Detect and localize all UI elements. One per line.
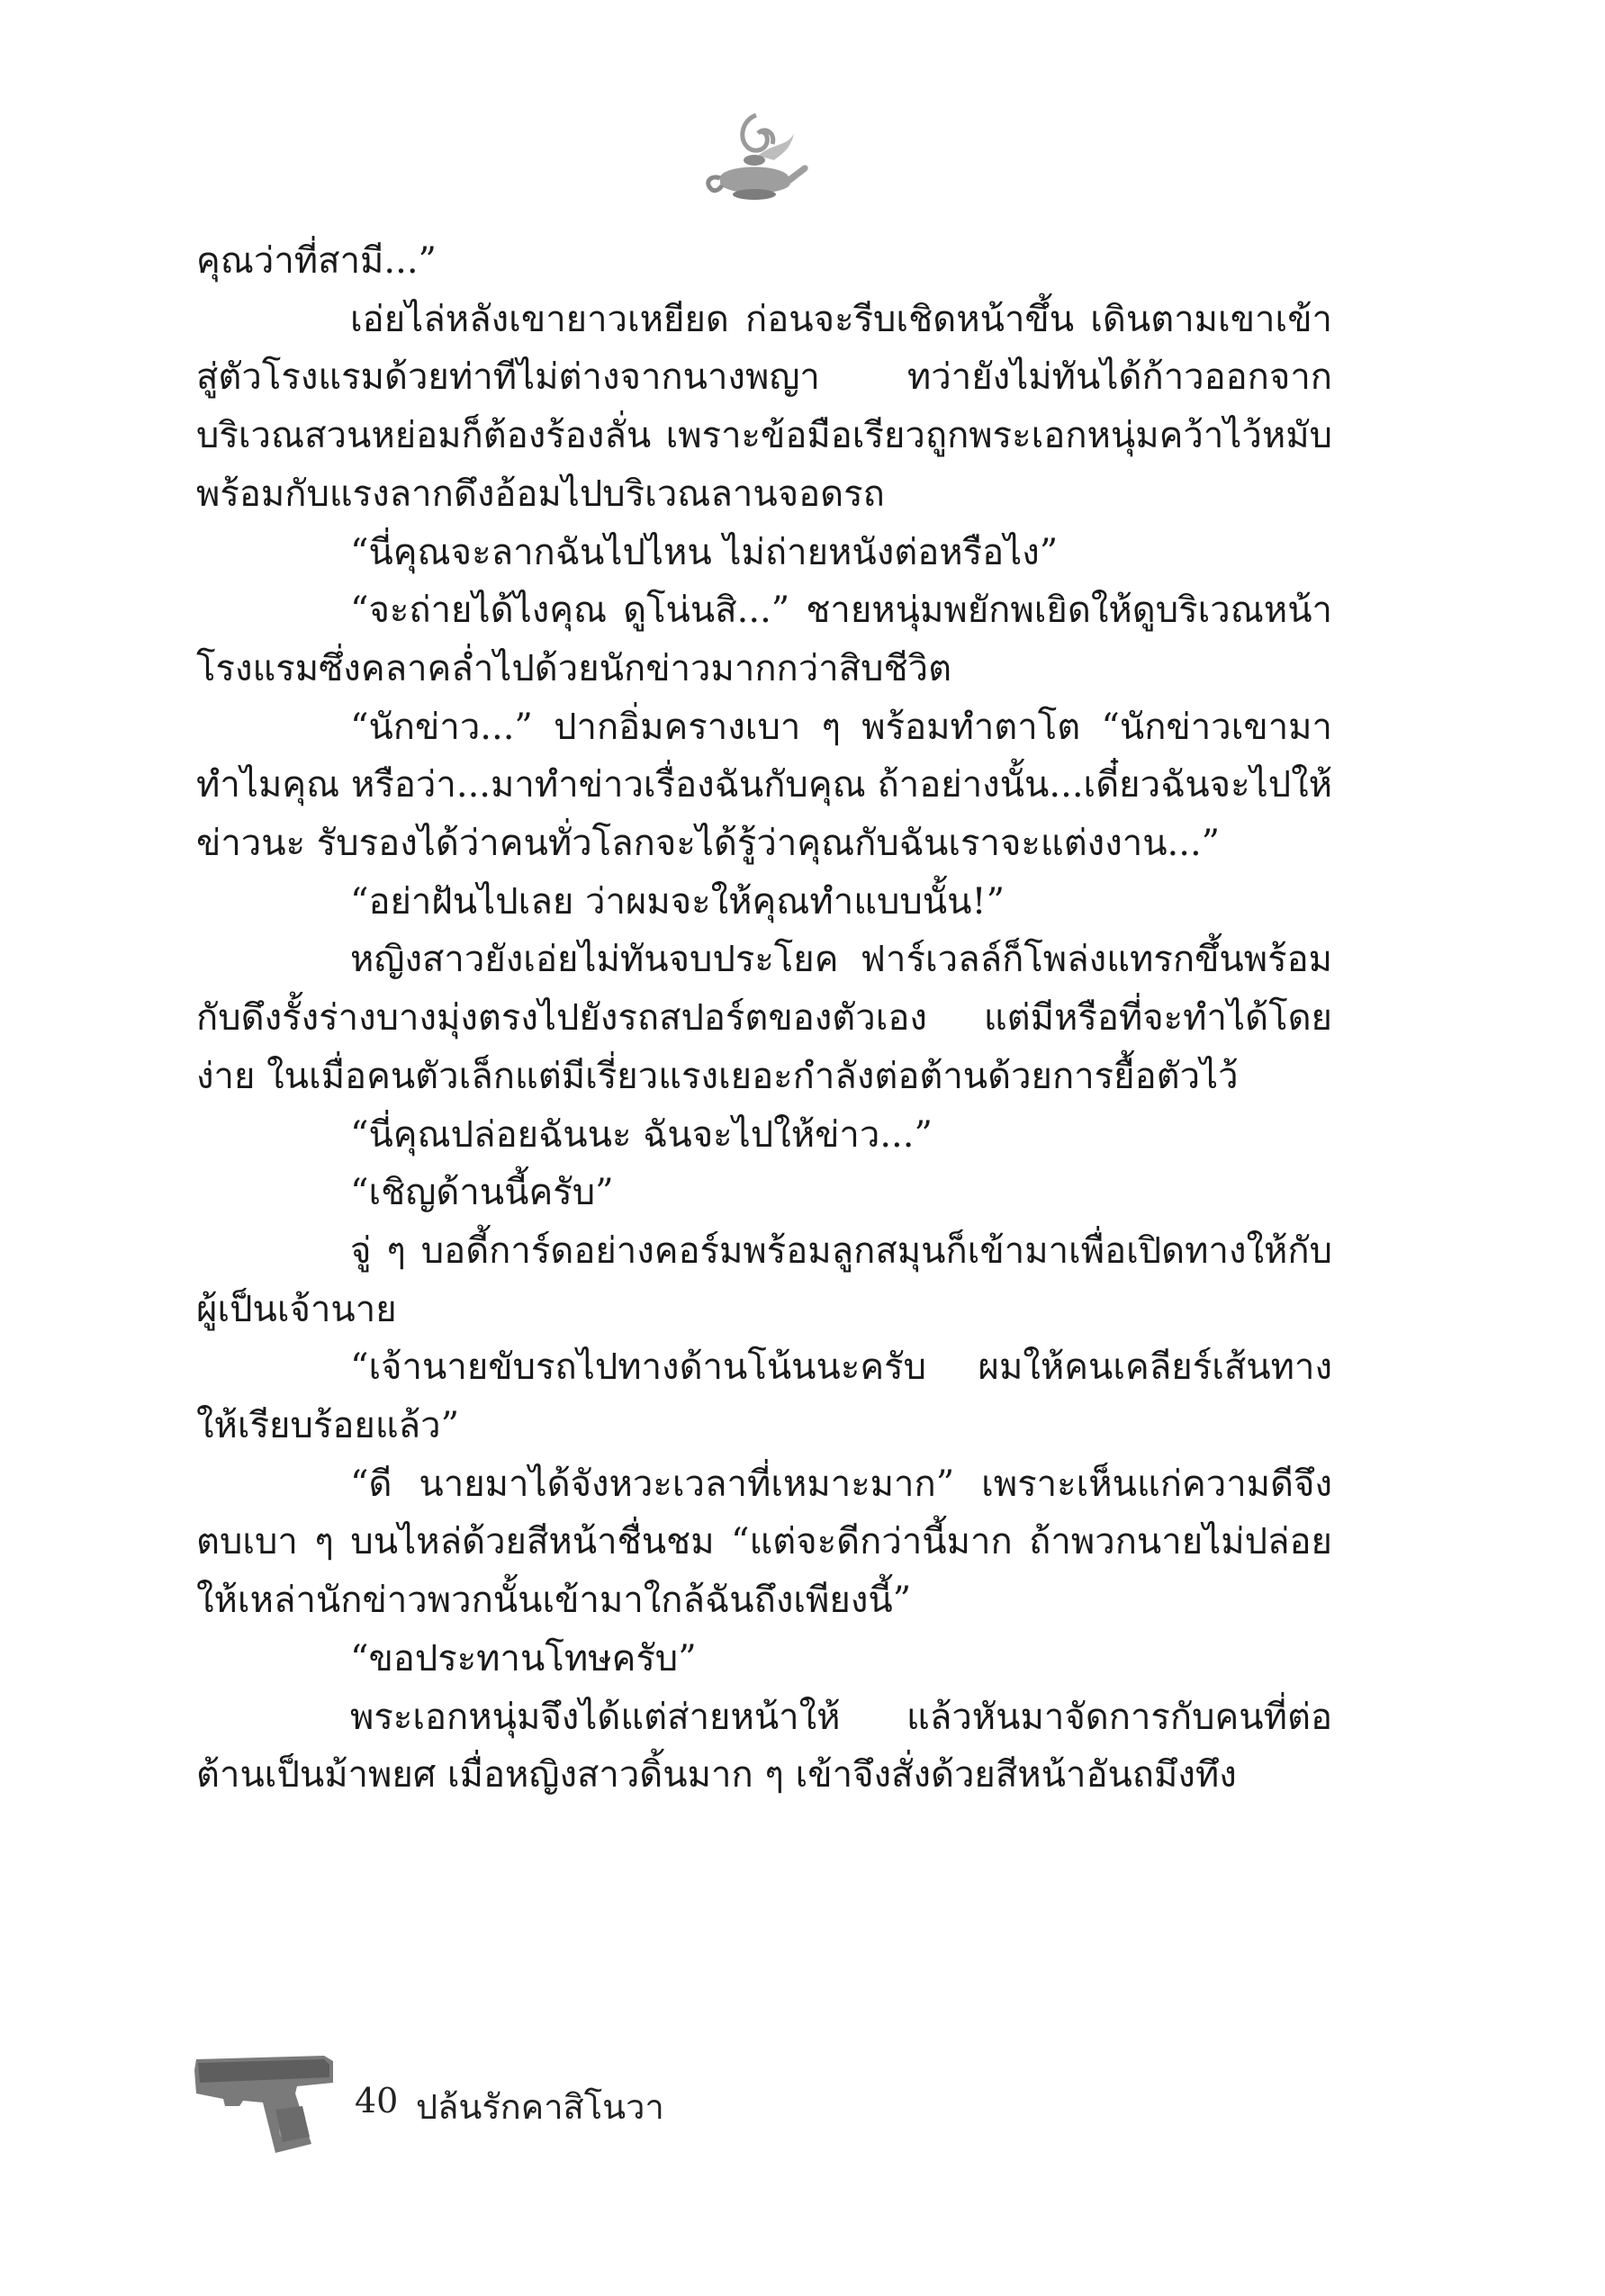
paragraph: “นักข่าว...” ปากอิ่มครางเบา ๆ พร้อมทำตาโต “นักข่าวเขามาทำไมคุณ หรือว่า...มาทำข่าวเรื่องฉันกับคุณ ถ้าอย่างนั้น...เดี๋ยวฉันจะไปให้ข่าวนะ รับรองได้ว่าคนทั่วโลกจะได้รู้ว่าคุณกับฉันเราจะแต่งงาน...” xyxy=(196,706,1332,865)
paragraph: “อย่าฝันไปเลย ว่าผมจะให้คุณทำแบบนั้น!” xyxy=(350,880,1005,923)
book-title: ปล้นรักคาสิโนวา xyxy=(416,2087,664,2127)
paragraph: “ขอประทานโทษครับ” xyxy=(350,1637,697,1679)
paragraph: คุณว่าที่สามี...” xyxy=(196,240,437,282)
page-footer xyxy=(189,2043,729,2160)
paragraph: จู่ ๆ บอดี้การ์ดอย่างคอร์มพร้อมลูกสมุนก็เข้ามาเพื่อเปิดทางให้กับผู้เป็นเจ้านาย xyxy=(196,1229,1332,1330)
paragraph: “เชิญด้านนี้ครับ” xyxy=(350,1172,614,1214)
paragraph: “นี่คุณจะลากฉันไปไหน ไม่ถ่ายหนังต่อหรือไง” xyxy=(350,531,1059,573)
page-number: 40 xyxy=(355,2081,399,2120)
story-text xyxy=(196,232,1332,1805)
paragraph: “เจ้านายขับรถไปทางด้านโน้นนะครับ ผมให้คนเคลียร์เส้นทางให้เรียบร้อยแล้ว” xyxy=(196,1346,1332,1447)
paragraph: “จะถ่ายได้ไงคุณ ดูโน่นสิ...” ชายหนุ่มพยักพเยิดให้ดูบริเวณหน้าโรงแรมซึ่งคลาคล่ำไปด้วยนักข่าวมากกว่าสิบชีวิต xyxy=(196,590,1332,689)
paragraph: พระเอกหนุ่มจึงได้แต่ส่ายหน้าให้ แล้วหันมาจัดการกับคนที่ต่อต้านเป็นม้าพยศ เมื่อหญิงสาวดิ้นมาก ๆ เข้าจึงสั่งด้วยสีหน้าอันถมึงทึง xyxy=(196,1696,1332,1796)
genie-lamp-icon xyxy=(693,106,819,232)
paragraph: หญิงสาวยังเอ่ยไม่ทันจบประโยค ฟาร์เวลล์ก็โพล่งแทรกขึ้นพร้อมกับดึงรั้งร่างบางมุ่งตรงไปยังรถสปอร์ตของตัวเอง แต่มีหรือที่จะทำได้โดยง่าย ในเมื่อคนตัวเล็กแต่มีเรี่ยวแรงเยอะกำลังต่อต้านด้วยการยื้อตัวไว้ xyxy=(196,939,1332,1097)
pistol-icon xyxy=(189,2043,360,2156)
paragraph: เอ่ยไล่หลังเขายาวเหยียด ก่อนจะรีบเชิดหน้าขึ้น เดินตามเขาเข้าสู่ตัวโรงแรมด้วยท่าทีไม่ต่างจากนางพญา ทว่ายังไม่ทันได้ก้าวออกจากบริเวณสวนหย่อมก็ต้องร้องลั่น เพราะข้อมือเรียวถูกพระเอกหนุ่มคว้าไว้หมับ พร้อมกับแรงลากดึงอ้อมไปบริเวณลานจอดรถ xyxy=(196,298,1332,515)
paragraph: “ดี นายมาได้จังหวะเวลาที่เหมาะมาก” เพราะเห็นแก่ความดีจึงตบเบา ๆ บนไหล่ด้วยสีหน้าชื่นชม “แต่จะดีกว่านี้มาก ถ้าพวกนายไม่ปล่อยให้เหล่านักข่าวพวกนั้นเข้ามาใกล้ฉันถึงเพียงนี้” xyxy=(196,1463,1332,1622)
paragraph: “นี่คุณปล่อยฉันนะ ฉันจะไปให้ข่าว...” xyxy=(350,1113,933,1156)
